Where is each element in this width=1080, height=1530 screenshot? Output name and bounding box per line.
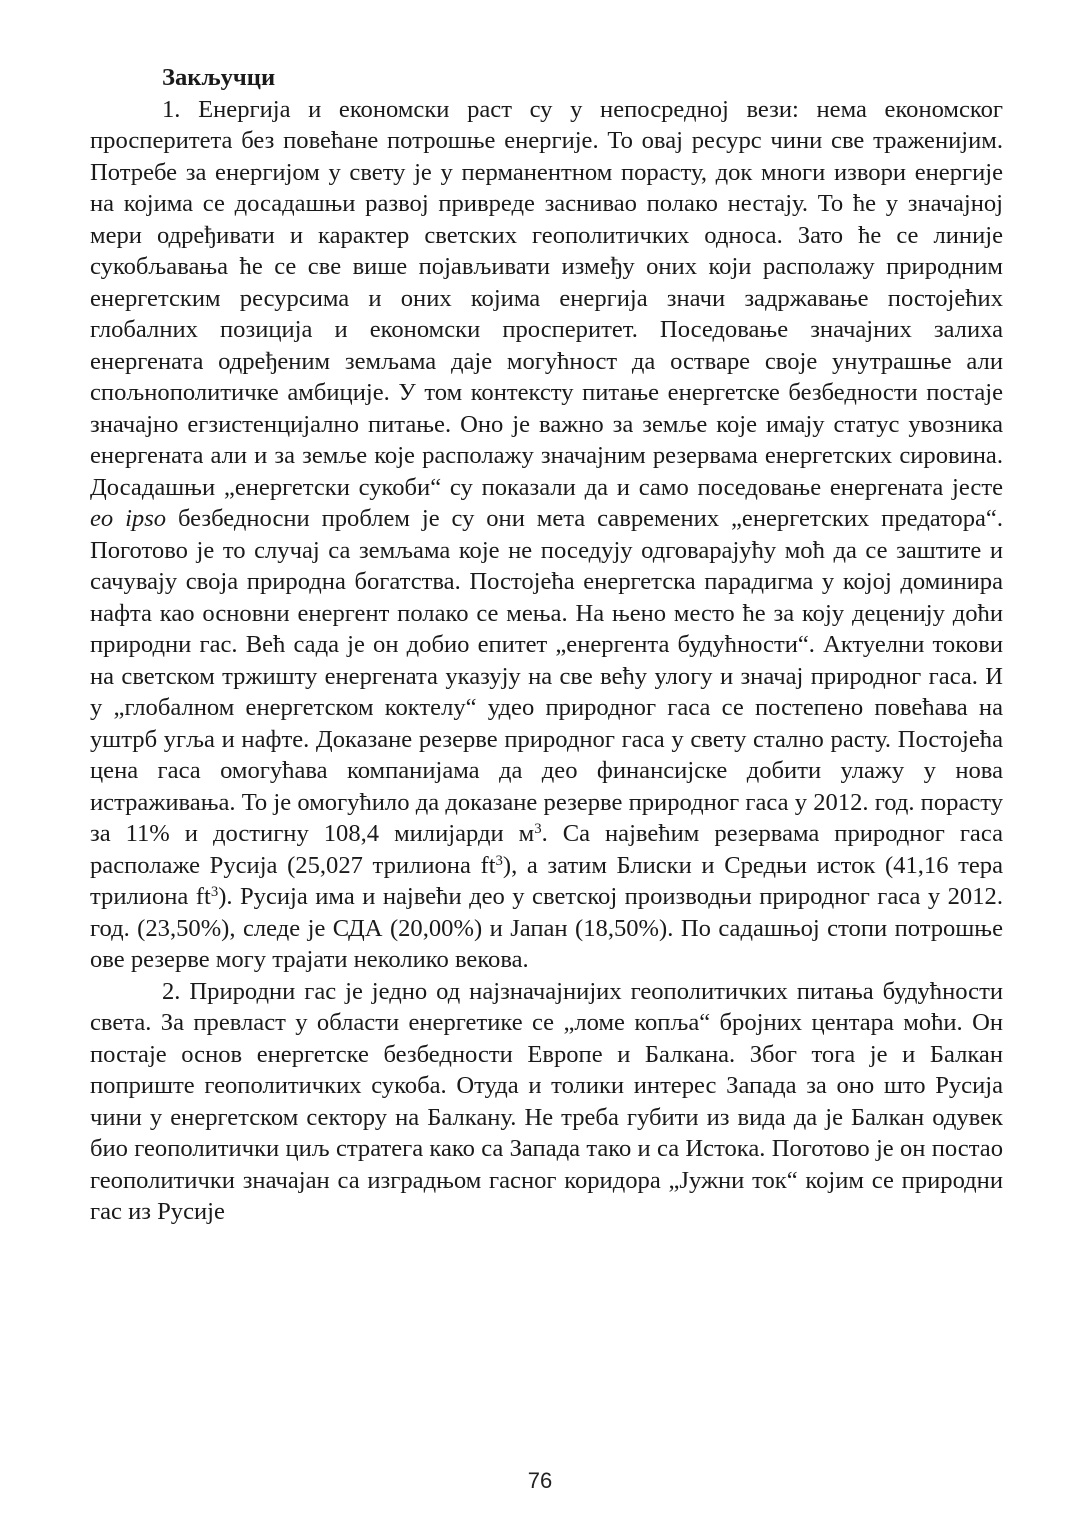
paragraph-1-text-d: ), а затим Блиски и Средњи исток (41,16 тера трилиона ft	[90, 851, 1003, 910]
paragraph-2: 2. Природни гас је једно од најзначајнијих геополитичких питања будућности света. За превласт у области енергетике се „ломе копља“ бројних центара моћи. Он постаје основ енергетске безбедности Европе и Балкана. Због тога је и Балкан поприште геополитичких сукоба. Отуда и толики интерес Запада за оно што Русија чини у енергетском сектору на Балкану. Не треба губити из вида да је Балкан одувек био геополитички циљ стратега како са Запада тако и са Истока. Поготово је он постао геополитички значајан са изградњом гасног коридора „Јужни ток“ којим се природни гас из Русије	[90, 977, 1003, 1225]
superscript-cubed-2: 3	[495, 852, 503, 869]
page-number: 76	[527, 1468, 553, 1493]
section-heading: Закључци	[162, 64, 276, 91]
paragraph-1-text-c: . Са највећим резервама природног гаса располаже Русија (25,027 трилиона ft	[90, 820, 1003, 879]
paragraph-1-italic-term: eo ipso	[90, 505, 167, 532]
superscript-cubed-3: 3	[210, 883, 219, 900]
paragraph-1	[90, 94, 1003, 976]
paragraph-1-text-b: безбедносни проблем је су они мета савремених „енергетских предатора“. Поготово је то случај са земљама које не поседују одговарајућу моћ да се заштите и сачувају своја природна богатства. Постојећа енергетска парадигма у којој доминира нафта као основни енергент полако се мења. На њено место ће за коју деценију доћи природни гас. Већ сада је он добио епитет „енергента будућности“. Актуелни токови на светском тржишту енергената указују на све већу улогу и значај природног гаса. И у „глобалном енергетском коктелу“ удео природног гаса се постепено повећава на уштрб угља и нафте. Доказане резерве природног гаса у свету стално расту. Постојећа цена гаса омогућава компанијама да део финансијске добити улажу у нова истраживања. То је омогућило да доказане резерве природног гаса у 2012. год. порасту за 11% и достигну 108,4 милијарди м	[90, 505, 1003, 847]
paragraph-1-text-e: ). Русија има и највећи део у светској производњи природног гаса у 2012. год. (23,50%), следе је СДА (20,00%) и Јапан (18,50%). По садашњој стопи потрошње ове резерве могу трајати неколико векова.	[90, 883, 1003, 973]
page-body	[90, 62, 1003, 1228]
superscript-cubed-1: 3	[534, 820, 542, 837]
paragraph-1-text-a: 1. Енергија и економски раст су у непосредној вези: нема економског просперитета без повећане потрошње енергије. То овај ресурс чини све траженијим. Потребе за енергијом у свету је у перманентном порасту, док многи извори енергије на којима се досадашњи развој привреде заснивао полако нестају. То ће у значајној мери одређивати и карактер светских геополитичких односа. Зато ће се линије сукобљавања ће се све више појављивати између оних који располажу природним енергетским ресурсима и оних којима енергија значи задржавање постојећих глобалних позиција и економски просперитет. Поседовање значајних залиха енергената одређеним земљама даје могућност да остваре своје унутрашње али спољнополитичке амбиције. У том контексту питање енергетске безбедности постаје значајно егзистенцијално питање. Оно је важно за земље које имају статус увозника енергената али и за земље које располажу значајним резервама енергетских сировина. Досадашњи „енергетски сукоби“ су показали да и само поседовање енергената јесте	[90, 95, 1003, 501]
